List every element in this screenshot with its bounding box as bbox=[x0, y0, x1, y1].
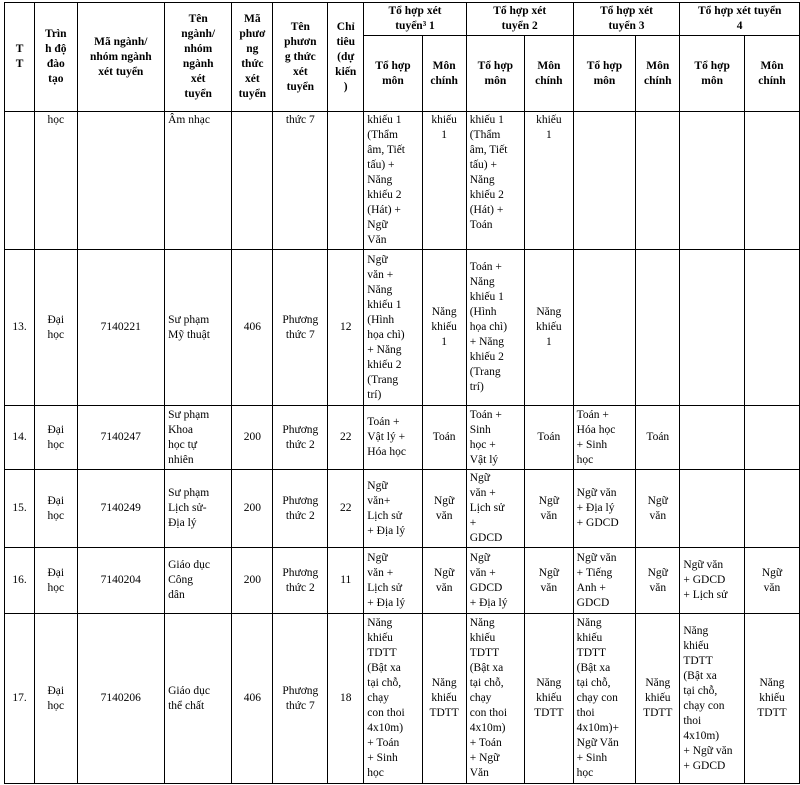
main-subject-1-cell: Năng khiếu TDTT bbox=[422, 614, 466, 784]
combination-2-cell: Năng khiếu TDTT (Bật xa tại chỗ, chạy con thoi 4x10m) + Toán + Ngữ Văn bbox=[466, 614, 524, 784]
main-subject-2-cell: Năng khiếu 1 bbox=[525, 250, 574, 406]
combination-2-cell: khiếu 1 (Thẩm âm, Tiết tấu) + Năng khiếu 2 (Hát) + Toán bbox=[466, 112, 524, 250]
method-name-cell: Phương thức 7 bbox=[273, 614, 328, 784]
major-code-cell: 7140249 bbox=[77, 470, 165, 548]
header-mon-chinh-1: Môn chính bbox=[422, 36, 466, 112]
header-group-1: Tổ hợp xét tuyển³ 1 bbox=[364, 3, 466, 36]
major-code-cell: 7140204 bbox=[77, 548, 165, 614]
header-ten-nganh: Tên ngành/ nhóm ngành xét tuyển bbox=[165, 3, 232, 112]
main-subject-1-cell: Ngữ văn bbox=[422, 470, 466, 548]
method-code-cell bbox=[232, 112, 273, 250]
training-level-cell: Đại học bbox=[35, 406, 77, 470]
major-code-cell bbox=[77, 112, 165, 250]
main-subject-2-cell: Năng khiếu TDTT bbox=[525, 614, 574, 784]
main-subject-1-cell: Năng khiếu 1 bbox=[422, 250, 466, 406]
combination-1-cell: Ngữ văn + Năng khiếu 1 (Hình họa chì) + Năng khiếu 2 (Trang trí) bbox=[364, 250, 422, 406]
combination-1-cell: Ngữ văn + Lịch sử + Địa lý bbox=[364, 548, 422, 614]
training-level-cell: Đại học bbox=[35, 250, 77, 406]
table-row bbox=[5, 250, 800, 406]
major-name-cell: Sư phạm Mỹ thuật bbox=[165, 250, 232, 406]
combination-3-cell: Ngữ văn + Tiếng Anh + GDCD bbox=[573, 548, 636, 614]
combination-4-cell bbox=[680, 250, 745, 406]
header-group-3: Tổ hợp xét tuyển 3 bbox=[573, 3, 680, 36]
combination-1-cell: Toán + Vật lý + Hóa học bbox=[364, 406, 422, 470]
quota-cell: 18 bbox=[328, 614, 364, 784]
method-code-cell: 200 bbox=[232, 548, 273, 614]
method-code-cell: 200 bbox=[232, 470, 273, 548]
row-number-cell: 17. bbox=[5, 614, 35, 784]
quota-cell: 22 bbox=[328, 470, 364, 548]
header-trinh-do: Trìn h độ đào tạo bbox=[35, 3, 77, 112]
combination-1-cell: Năng khiếu TDTT (Bật xa tại chỗ, chạy con thoi 4x10m) + Toán + Sinh học bbox=[364, 614, 422, 784]
major-name-cell: Giáo dục thể chất bbox=[165, 614, 232, 784]
combination-4-cell bbox=[680, 470, 745, 548]
header-ma-phuong-thuc: Mã phươ ng thức xét tuyển bbox=[232, 3, 273, 112]
main-subject-3-cell: Ngữ văn bbox=[636, 548, 680, 614]
combination-2-cell: Toán + Sinh học + Vật lý bbox=[466, 406, 524, 470]
table-row bbox=[5, 112, 800, 250]
main-subject-2-cell: Ngữ văn bbox=[525, 548, 574, 614]
method-code-cell: 406 bbox=[232, 250, 273, 406]
method-code-cell: 406 bbox=[232, 614, 273, 784]
header-group-2: Tổ hợp xét tuyển 2 bbox=[466, 3, 573, 36]
major-name-cell: Âm nhạc bbox=[165, 112, 232, 250]
method-name-cell: Phương thức 2 bbox=[273, 470, 328, 548]
main-subject-1-cell: Toán bbox=[422, 406, 466, 470]
header-group-4: Tổ hợp xét tuyển 4 bbox=[680, 3, 800, 36]
combination-1-cell: khiếu 1 (Thẩm âm, Tiết tấu) + Năng khiếu 2 (Hát) + Ngữ Văn bbox=[364, 112, 422, 250]
row-number-cell: 13. bbox=[5, 250, 35, 406]
header-mon-chinh-4: Môn chính bbox=[744, 36, 799, 112]
header-row-1 bbox=[5, 3, 800, 36]
major-name-cell: Sư phạm Khoa học tự nhiên bbox=[165, 406, 232, 470]
combination-1-cell: Ngữ văn+ Lịch sử + Địa lý bbox=[364, 470, 422, 548]
major-name-cell: Giáo dục Công dân bbox=[165, 548, 232, 614]
main-subject-4-cell bbox=[744, 112, 799, 250]
main-subject-3-cell: Ngữ văn bbox=[636, 470, 680, 548]
combination-4-cell bbox=[680, 406, 745, 470]
combination-3-cell bbox=[573, 250, 636, 406]
header-to-hop-mon-2: Tổ hợp môn bbox=[466, 36, 524, 112]
table-row bbox=[5, 406, 800, 470]
combination-3-cell: Năng khiếu TDTT (Bật xa tại chỗ, chạy con thoi 4x10m)+ Ngữ Văn + Sinh học bbox=[573, 614, 636, 784]
row-number-cell bbox=[5, 112, 35, 250]
training-level-cell: Đại học bbox=[35, 614, 77, 784]
major-code-cell: 7140221 bbox=[77, 250, 165, 406]
quota-cell: 12 bbox=[328, 250, 364, 406]
method-name-cell: Phương thức 2 bbox=[273, 548, 328, 614]
row-number-cell: 14. bbox=[5, 406, 35, 470]
main-subject-4-cell bbox=[744, 250, 799, 406]
table-row bbox=[5, 470, 800, 548]
main-subject-2-cell: khiếu 1 bbox=[525, 112, 574, 250]
quota-cell bbox=[328, 112, 364, 250]
combination-3-cell bbox=[573, 112, 636, 250]
combination-3-cell: Toán + Hóa học + Sinh học bbox=[573, 406, 636, 470]
major-name-cell: Sư phạm Lịch sử- Địa lý bbox=[165, 470, 232, 548]
main-subject-4-cell bbox=[744, 470, 799, 548]
method-name-cell: Phương thức 2 bbox=[273, 406, 328, 470]
training-level-cell: học bbox=[35, 112, 77, 250]
header-tt: T T bbox=[5, 3, 35, 112]
training-level-cell: Đại học bbox=[35, 470, 77, 548]
header-ten-phuong-thuc: Tên phươn g thức xét tuyển bbox=[273, 3, 328, 112]
combination-4-cell: Ngữ văn + GDCD + Lịch sử bbox=[680, 548, 745, 614]
major-code-cell: 7140247 bbox=[77, 406, 165, 470]
method-code-cell: 200 bbox=[232, 406, 273, 470]
main-subject-4-cell: Năng khiếu TDTT bbox=[744, 614, 799, 784]
main-subject-3-cell: Toán bbox=[636, 406, 680, 470]
header-to-hop-mon-4: Tổ hợp môn bbox=[680, 36, 745, 112]
combination-2-cell: Ngữ văn + Lịch sử + GDCD bbox=[466, 470, 524, 548]
main-subject-2-cell: Toán bbox=[525, 406, 574, 470]
main-subject-1-cell: Ngữ văn bbox=[422, 548, 466, 614]
main-subject-2-cell: Ngữ văn bbox=[525, 470, 574, 548]
table-body bbox=[5, 112, 800, 784]
quota-cell: 22 bbox=[328, 406, 364, 470]
combination-2-cell: Toán + Năng khiếu 1 (Hình họa chì) + Năng khiếu 2 (Trang trí) bbox=[466, 250, 524, 406]
main-subject-3-cell: Năng khiếu TDTT bbox=[636, 614, 680, 784]
combination-4-cell: Năng khiếu TDTT (Bật xa tại chỗ, chạy con thoi 4x10m) + Ngữ văn + GDCD bbox=[680, 614, 745, 784]
header-mon-chinh-2: Môn chính bbox=[525, 36, 574, 112]
main-subject-3-cell bbox=[636, 112, 680, 250]
quota-cell: 11 bbox=[328, 548, 364, 614]
header-chi-tieu: Chỉ tiêu (dự kiến ) bbox=[328, 3, 364, 112]
table-row bbox=[5, 614, 800, 784]
method-name-cell: Phương thức 7 bbox=[273, 250, 328, 406]
row-number-cell: 16. bbox=[5, 548, 35, 614]
table-row bbox=[5, 548, 800, 614]
method-name-cell: thức 7 bbox=[273, 112, 328, 250]
major-code-cell: 7140206 bbox=[77, 614, 165, 784]
combination-4-cell bbox=[680, 112, 745, 250]
main-subject-3-cell bbox=[636, 250, 680, 406]
training-level-cell: Đại học bbox=[35, 548, 77, 614]
admission-table bbox=[4, 2, 800, 784]
combination-2-cell: Ngữ văn + GDCD + Địa lý bbox=[466, 548, 524, 614]
main-subject-4-cell bbox=[744, 406, 799, 470]
header-mon-chinh-3: Môn chính bbox=[636, 36, 680, 112]
row-number-cell: 15. bbox=[5, 470, 35, 548]
combination-3-cell: Ngữ văn + Địa lý + GDCD bbox=[573, 470, 636, 548]
header-ma-nganh: Mã ngành/ nhóm ngành xét tuyển bbox=[77, 3, 165, 112]
header-to-hop-mon-3: Tổ hợp môn bbox=[573, 36, 636, 112]
header-to-hop-mon-1: Tổ hợp môn bbox=[364, 36, 422, 112]
main-subject-4-cell: Ngữ văn bbox=[744, 548, 799, 614]
main-subject-1-cell: khiếu 1 bbox=[422, 112, 466, 250]
